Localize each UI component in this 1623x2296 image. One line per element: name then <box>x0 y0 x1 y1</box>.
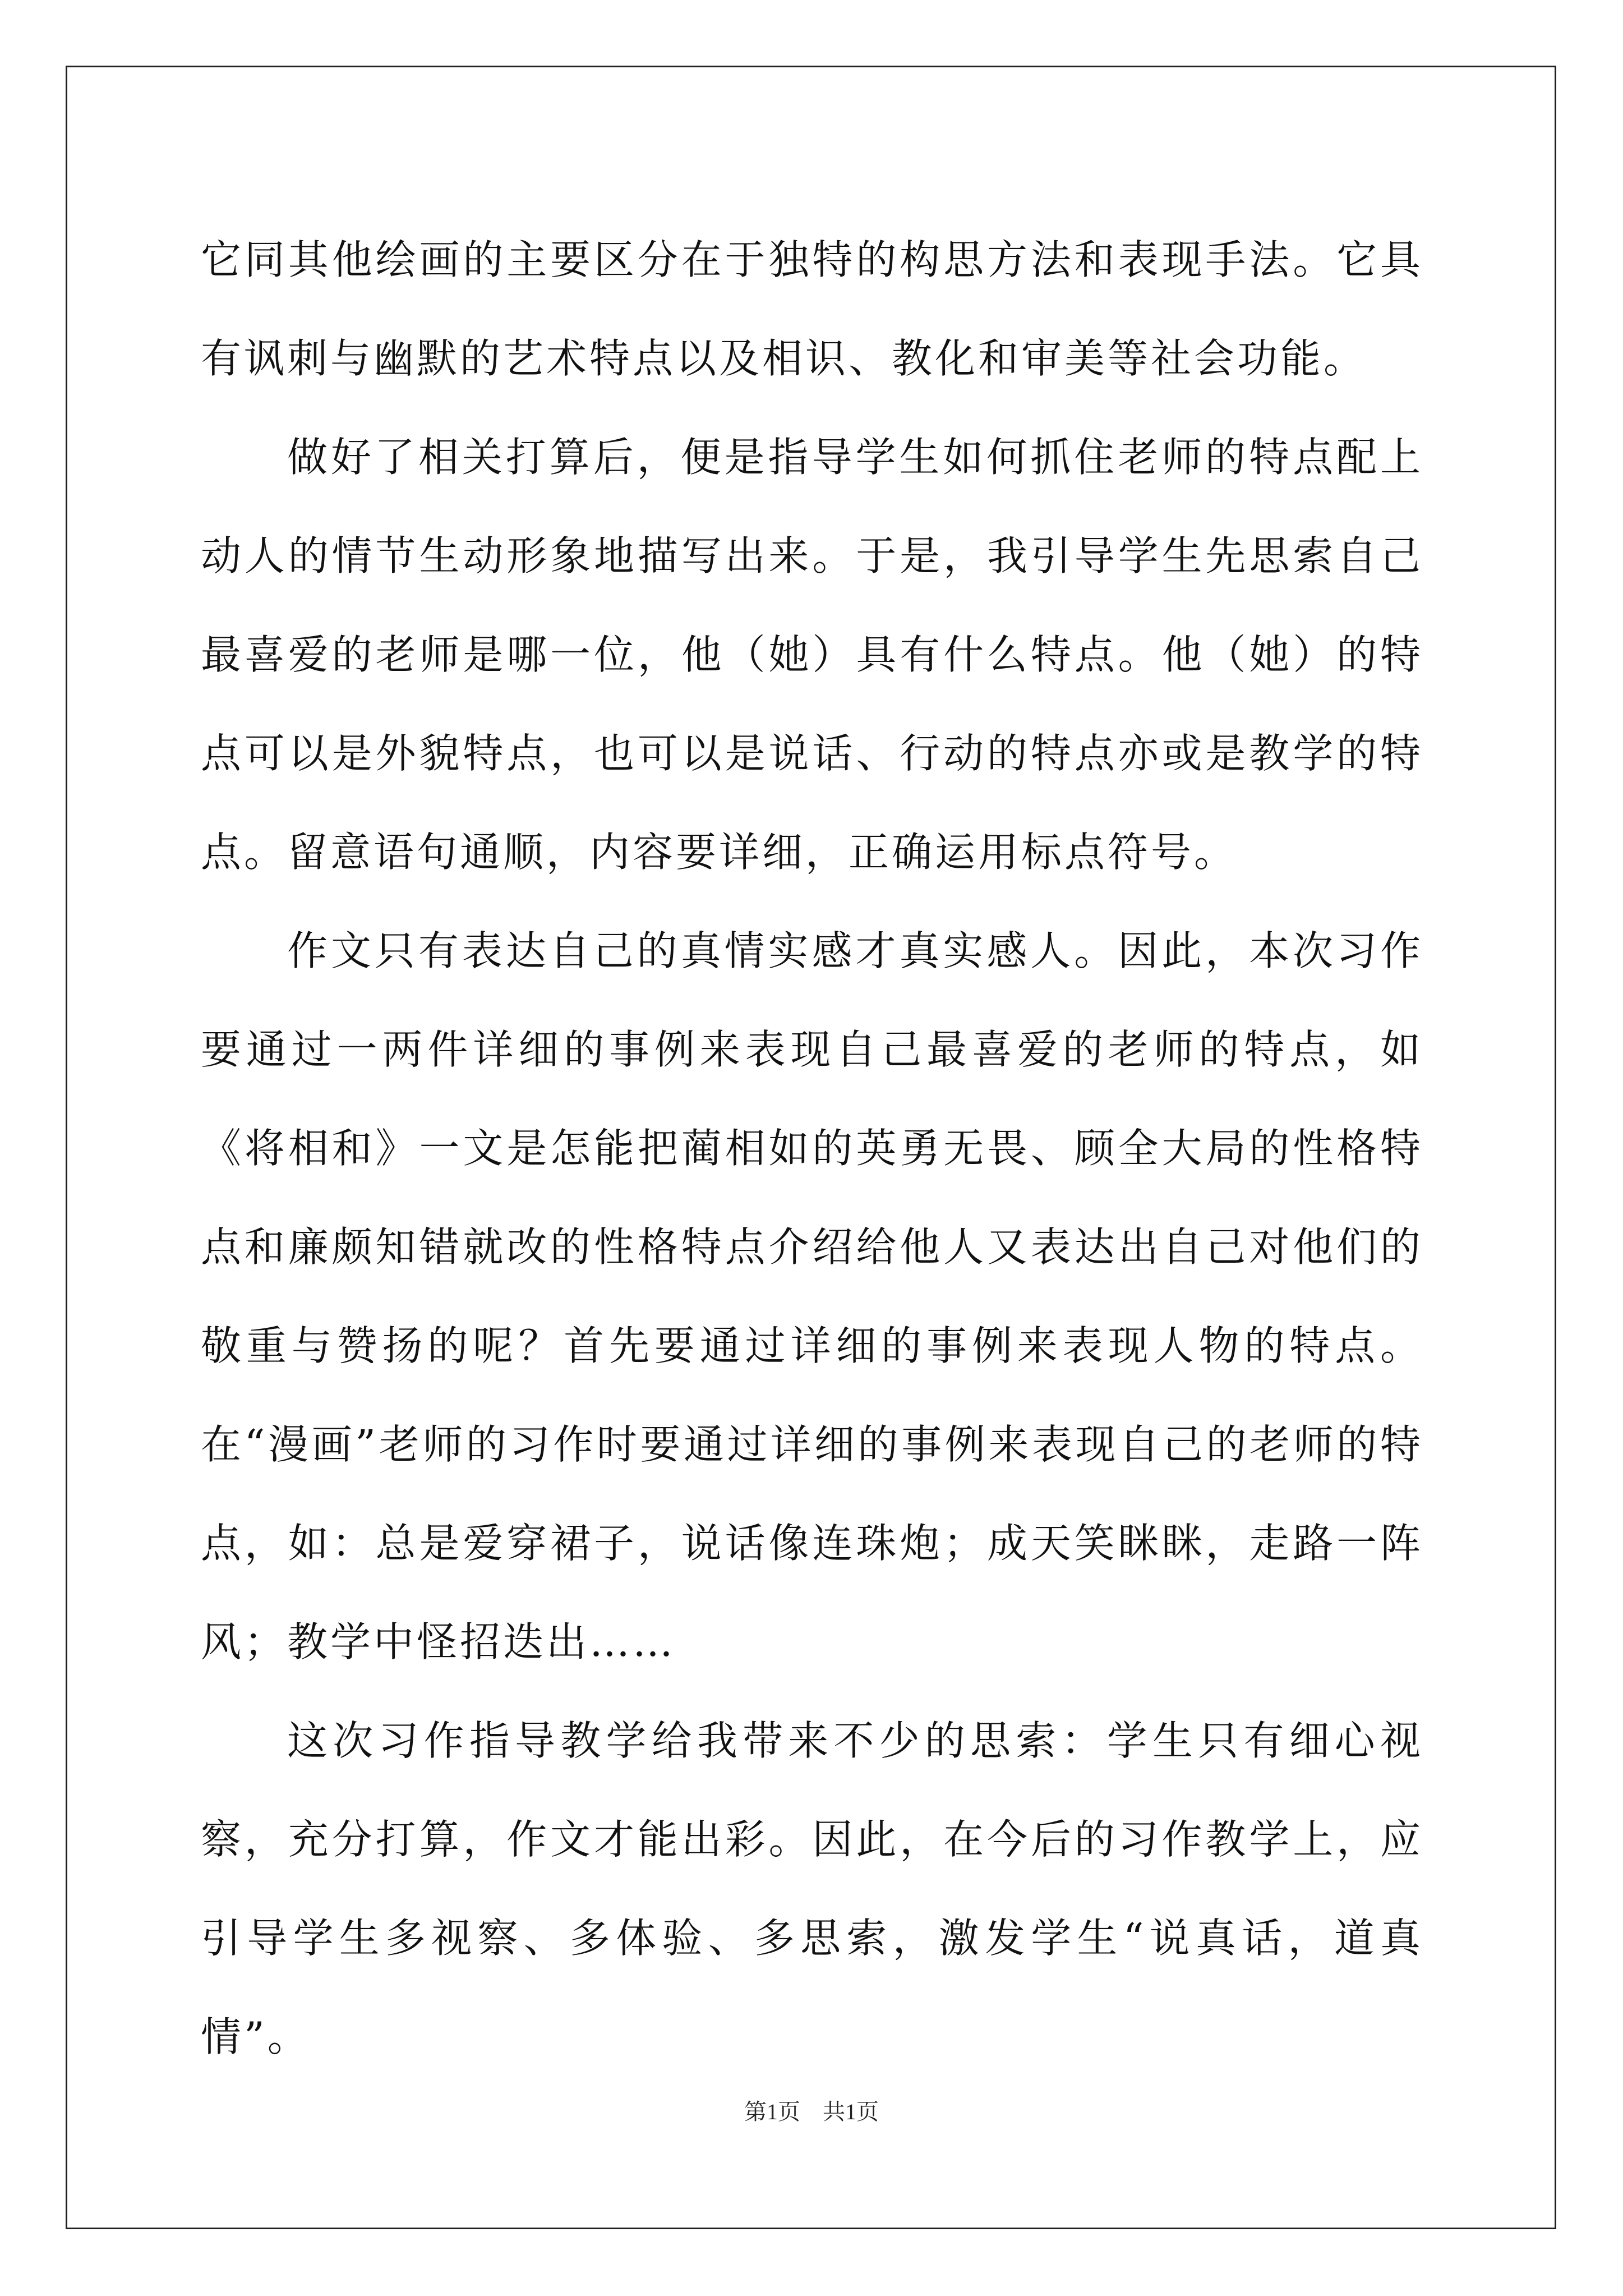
paragraph-4: 这次习作指导教学给我带来不少的思索：学生只有细心视察，充分打算，作文才能出彩。因此，在今后的习作教学上，应引导学生多视察、多体验、多思索，激发学生“说真话，道真情”。 <box>201 1717 1423 2060</box>
paragraph-3: 作文只有表达自己的真情实感才真实感人。因此，本次习作要通过一两件详细的事例来表现自己最喜爱的老师的特点，如《将相和》一文是怎能把蔺相如的英勇无畏、顾全大局的性格特点和廉颇知错就改的性格特点介绍给他人又表达出自己对他们的敬重与赞扬的呢？首先要通过详细的事例来表现人物的特点。在“漫画”老师的习作时要通过详细的事例来表现自己的老师的特点，如：总是爱穿裙子，说话像连珠炮；成天笑眯眯，走路一阵风；教学中怪招迭出…… <box>201 927 1423 1665</box>
paragraph-2: 做好了相关打算后，便是指导学生如何抓住老师的特点配上动人的情节生动形象地描写出来。于是，我引导学生先思索自己最喜爱的老师是哪一位，他（她）具有什么特点。他（她）的特点可以是外貌特点，也可以是说话、行动的特点亦或是教学的特点。留意语句通顺，内容要详细，正确运用标点符号。 <box>201 434 1423 876</box>
document-body <box>201 210 1423 2086</box>
page-number-footer: 第1页 共1页 <box>744 2099 879 2124</box>
paragraph-1: 它同其他绘画的主要区分在于独特的构思方法和表现手法。它具有讽刺与幽默的艺术特点以及相识、教化和审美等社会功能。 <box>201 236 1423 382</box>
